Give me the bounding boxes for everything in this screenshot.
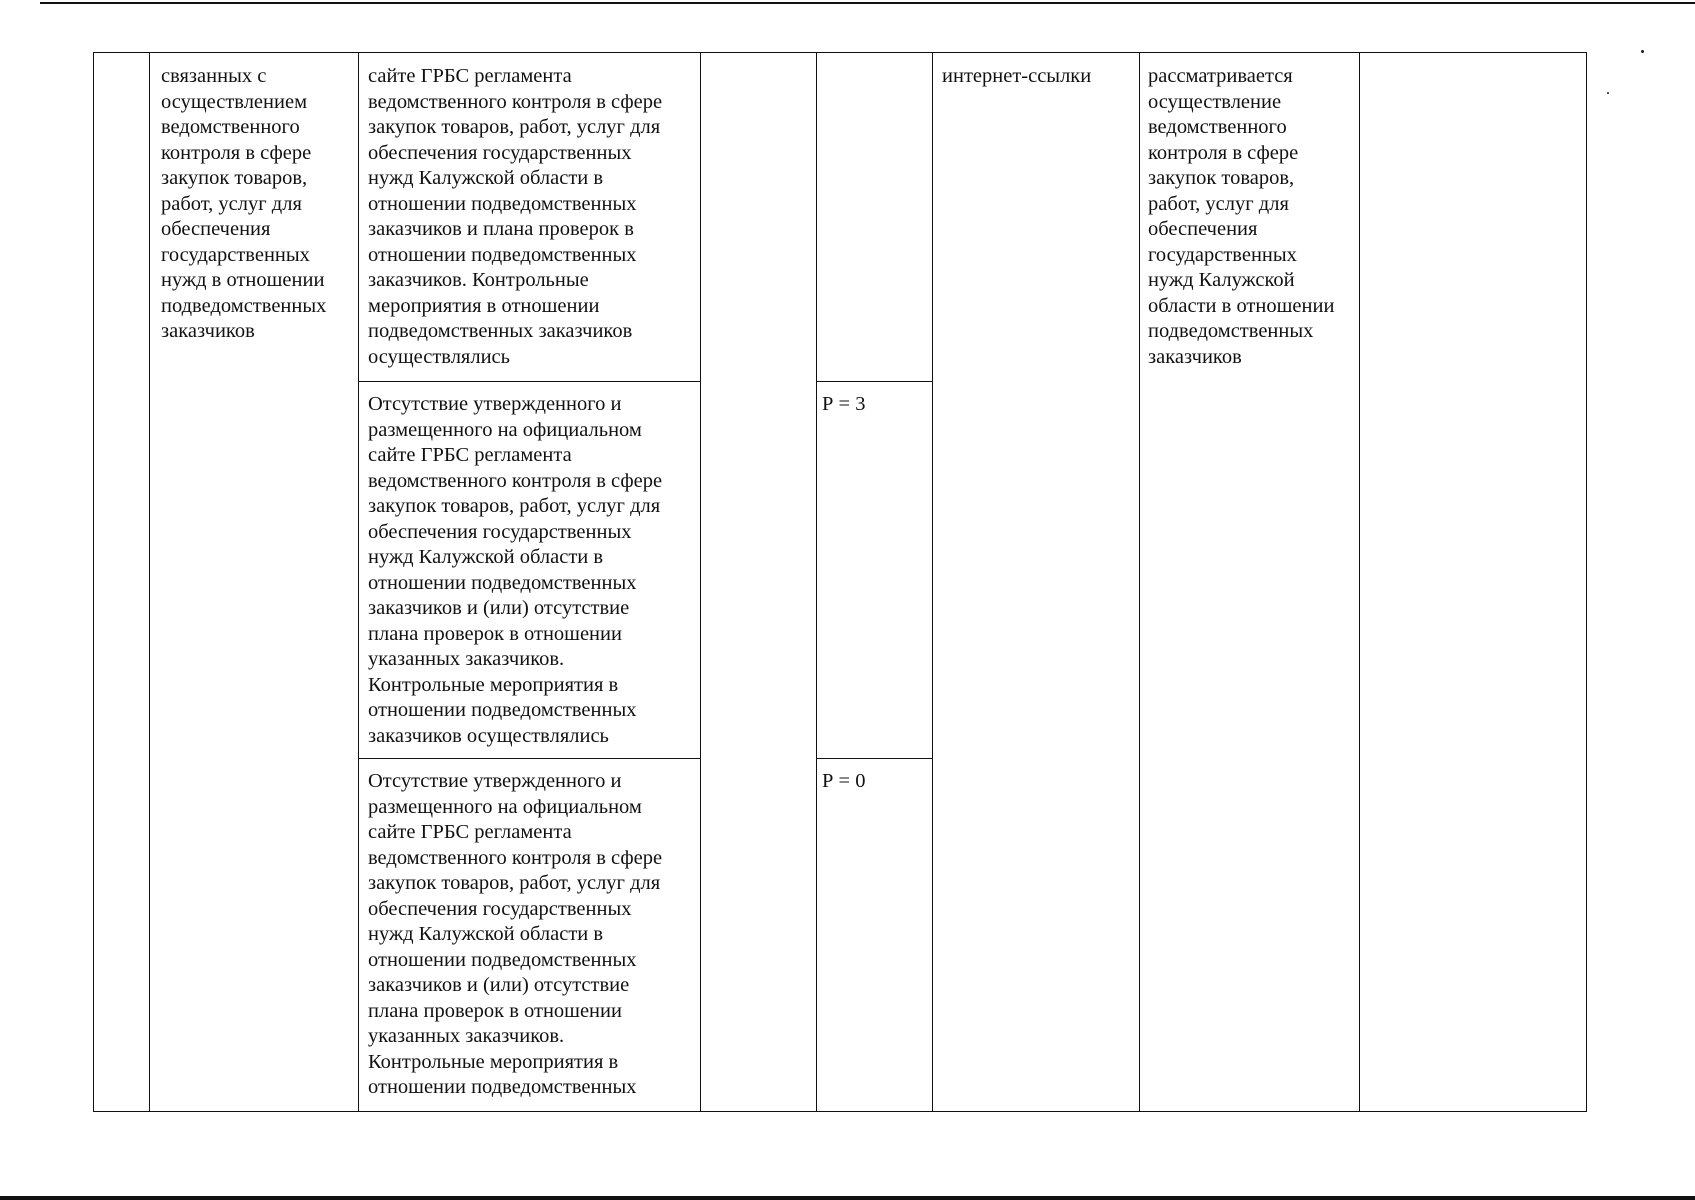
column-divider xyxy=(1139,53,1140,1111)
score-cell: Р = 0 xyxy=(822,770,866,792)
top-border-line xyxy=(40,2,1695,4)
criterion-name-cell: связанных с осуществлением ведомственного контроля в сфере закупок товаров, работ, услуг для обеспечения государственных нужд в отношении подведомственных заказчиков xyxy=(161,65,327,342)
bottom-border-line xyxy=(0,1196,1695,1200)
row-divider xyxy=(358,758,700,759)
column-divider xyxy=(149,53,150,1111)
column-divider xyxy=(932,53,933,1111)
condition-description-cell: сайте ГРБС регламента ведомственного контроля в сфере закупок товаров, работ, услуг для обеспечения государственных нужд Калужской области в отношении подведомственных заказчиков и плана проверок в отношении подведомственных заказчиков. Контрольные мероприятия в отношении подведомственных заказчиков осуществлялись xyxy=(368,65,663,368)
scan-speck xyxy=(1607,92,1609,94)
scan-speck xyxy=(1641,50,1644,53)
column-divider xyxy=(358,53,359,1111)
row-divider xyxy=(816,381,932,382)
column-divider xyxy=(1359,53,1360,1111)
row-divider xyxy=(358,381,700,382)
column-divider xyxy=(816,53,817,1111)
condition-description-cell: Отсутствие утвержденного и размещенного на официальном сайте ГРБС регламента ведомственного контроля в сфере закупок товаров, работ, услуг для обеспечения государственных нужд Калужской области в отношении подведомственных заказчиков и (или) отсутствие плана проверок в отношении указанных заказчиков. Контрольные мероприятия в отношении подведомственных заказчиков осуществлялись xyxy=(368,393,663,747)
note-cell: рассматривается осуществление ведомственного контроля в сфере закупок товаров, работ, услуг для обеспечения государственных нужд Калужской области в отношении подведомственных заказчиков xyxy=(1148,65,1335,368)
row-divider xyxy=(816,758,932,759)
source-cell: интернет-ссылки xyxy=(942,65,1092,87)
criteria-table xyxy=(93,52,1587,1112)
score-cell: Р = 3 xyxy=(822,393,866,415)
condition-description-cell: Отсутствие утвержденного и размещенного на официальном сайте ГРБС регламента ведомственного контроля в сфере закупок товаров, работ, услуг для обеспечения государственных нужд Калужской области в отношении подведомственных заказчиков и (или) отсутствие плана проверок в отношении указанных заказчиков. Контрольные мероприятия в отношении подведомственных xyxy=(368,770,663,1098)
